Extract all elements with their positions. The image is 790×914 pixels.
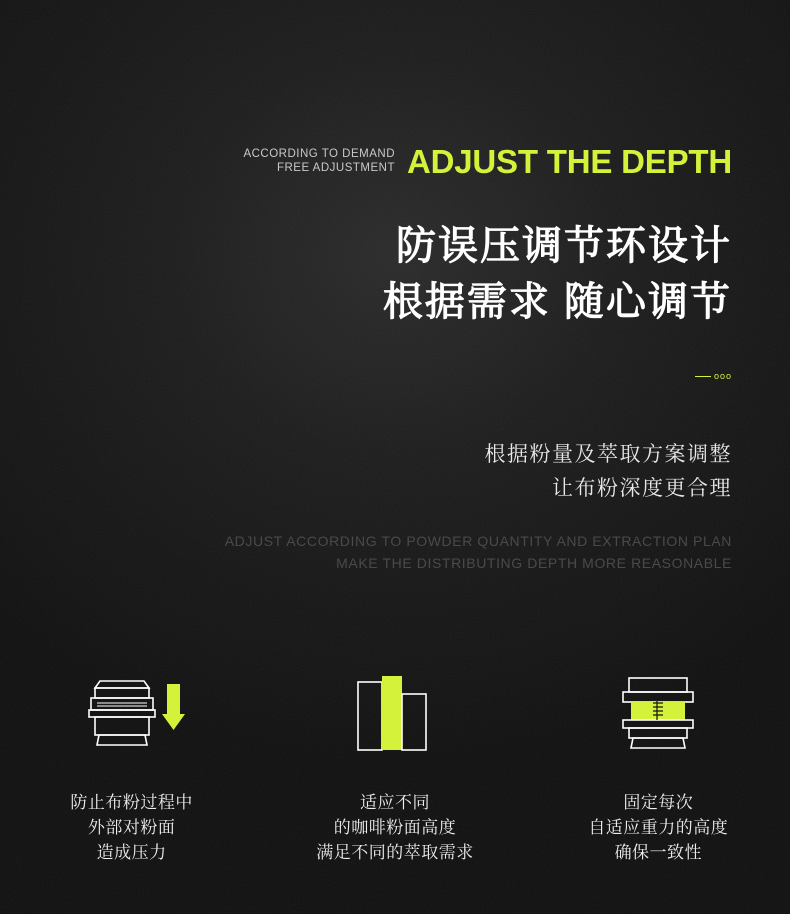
feature-caption-line: 固定每次 [623,793,694,812]
subheadline-english [225,530,732,574]
subheadline-english-line-1: ADJUST ACCORDING TO POWDER QUANTITY AND EXTRACTION PLAN [224,533,732,549]
feature-figure [67,660,197,770]
subheadline-english-line-2: MAKE THE DISTRIBUTING DEPTH MORE REASONABLE [336,555,732,571]
feature-caption [70,790,193,865]
feature-caption-line: 适应不同 [359,793,430,812]
headline-english: ADJUST THE DEPTH [407,143,732,180]
header-row [0,138,790,186]
feature-caption-line: 满足不同的萃取需求 [316,843,474,862]
distributor-with-down-arrow-icon [67,670,197,770]
eyebrow-line-2: FREE ADJUSTMENT [276,162,395,174]
feature-caption-line: 自适应重力的高度 [588,818,729,837]
feature-item [263,660,526,865]
feature-caption-line: 的咖啡粉面高度 [333,818,457,837]
distributor-depth-scale-icon [593,670,723,770]
feature-figure [593,660,723,770]
feature-caption [588,790,728,865]
headline-chinese-line-1: 防误压调节环设计 [396,224,732,268]
feature-caption [316,790,474,865]
feature-item [527,660,790,865]
subheadline-chinese-line-1: 根据粉量及萃取方案调整 [484,443,732,466]
feature-list [0,660,790,865]
feature-caption-line: 造成压力 [96,843,167,862]
bar-height-comparison-icon [330,670,460,770]
eyebrow-line-1: ACCORDING TO DEMAND [243,148,395,160]
divider-line-icon [695,376,711,377]
feature-figure [330,660,460,770]
subheadline-chinese [485,438,733,506]
subheadline-chinese-line-2: 让布粉深度更合理 [552,477,732,500]
feature-caption-line: 确保一致性 [614,843,703,862]
decorative-divider [695,372,732,381]
eyebrow-text [243,147,395,177]
divider-dots: ooo [713,371,732,381]
headline-chinese-line-2: 根据需求 随心调节 [382,280,732,324]
feature-item [0,660,263,865]
feature-caption-line: 外部对粉面 [87,818,176,837]
headline-chinese [383,218,732,330]
feature-caption-line: 防止布粉过程中 [70,793,193,812]
